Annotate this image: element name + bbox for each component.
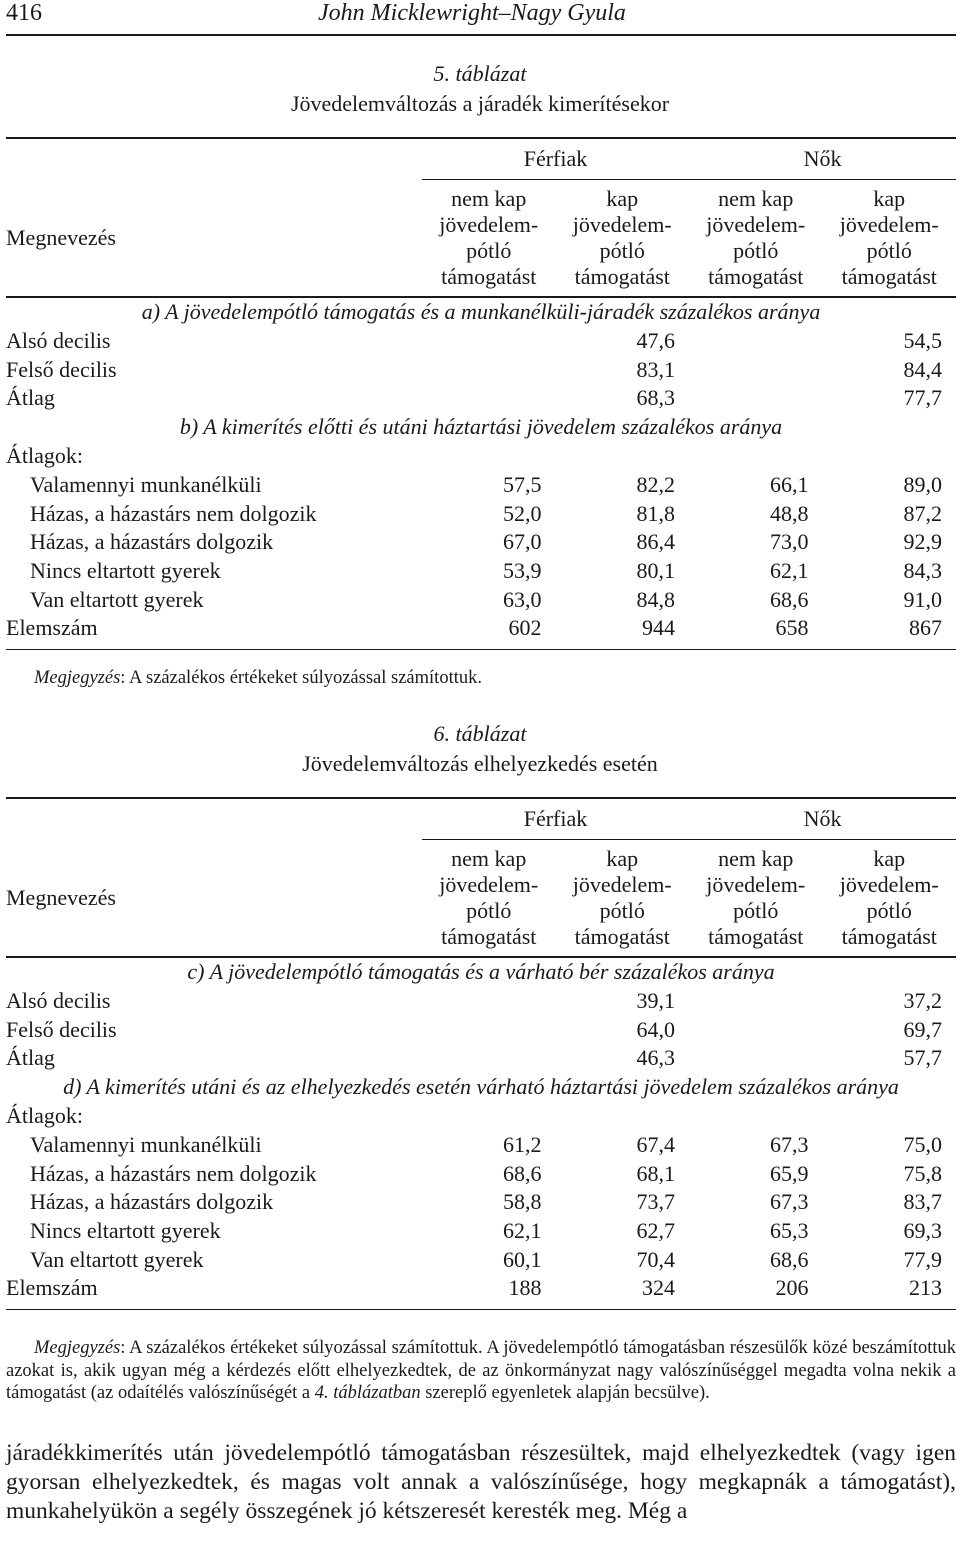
value-cell: 68,6 (770, 1246, 809, 1272)
table-row (6, 1016, 956, 1045)
column-header (422, 840, 556, 958)
column-header-line: támogatást (708, 924, 804, 949)
table-row (6, 1188, 956, 1217)
table-row (6, 1217, 956, 1246)
value-cell: 73,0 (770, 529, 809, 555)
column-header (556, 180, 690, 298)
value-cell: 84,4 (903, 356, 943, 382)
table-head (6, 798, 956, 957)
column-header-line: kap (606, 846, 639, 871)
row-label: Alsó decilis (6, 987, 111, 1013)
group-header: Férfiak (422, 138, 689, 180)
row-header: Megnevezés (6, 840, 422, 958)
table-row (6, 327, 956, 356)
row-label: Felső decilis (6, 356, 117, 382)
value-cell: 602 (422, 615, 556, 650)
value-cell (689, 356, 823, 385)
column-header (422, 180, 556, 298)
row-label: Van eltartott gyerek (30, 586, 204, 612)
column-header-line: jövedelem- (439, 872, 539, 897)
group-header: Nők (689, 138, 956, 180)
row-label: Nincs eltartott gyerek (30, 1218, 221, 1244)
row-label: Átlag (6, 1045, 55, 1071)
value-cell: 92,9 (903, 529, 943, 555)
value-cell: 46,3 (636, 1045, 675, 1071)
value-cell: 81,8 (636, 500, 675, 526)
section-title-row (6, 413, 956, 442)
value-cell (556, 1102, 690, 1131)
note-label: Megjegyzés (34, 1338, 121, 1358)
row-label: Felső decilis (6, 1016, 117, 1042)
row-label: Alsó decilis (6, 327, 111, 353)
value-cell: 67,3 (770, 1189, 809, 1215)
table-body (6, 297, 956, 649)
value-cell (422, 1102, 556, 1131)
column-header (689, 840, 823, 958)
column-header-line: támogatást (841, 264, 937, 289)
column-header-line: jövedelem- (439, 212, 539, 237)
value-cell: 67,3 (770, 1131, 809, 1157)
table-6-note (6, 1337, 956, 1405)
column-header-line: kap (873, 846, 906, 871)
column-header-line: pótló (599, 238, 645, 263)
table-row (6, 500, 956, 529)
table-5-note (34, 666, 482, 690)
value-cell: 206 (689, 1275, 823, 1310)
value-cell: 57,7 (903, 1045, 943, 1071)
row-label: Elemszám (6, 1275, 422, 1310)
value-cell: 63,0 (503, 586, 542, 612)
note-table-reference: 4. táblázatban (314, 1383, 421, 1403)
value-cell: 48,8 (770, 500, 809, 526)
column-header-line: jövedelem- (839, 212, 939, 237)
value-cell: 324 (556, 1275, 690, 1310)
column-header-row (6, 840, 956, 958)
table-6-number: 6. táblázat (433, 721, 527, 746)
value-cell: 658 (689, 615, 823, 650)
value-cell: 80,1 (636, 558, 675, 584)
value-cell (689, 327, 823, 356)
value-cell (422, 327, 556, 356)
table-6 (6, 797, 956, 1310)
table-row (6, 471, 956, 500)
value-cell (422, 356, 556, 385)
section-title: b) A kimerítés előtti és utáni háztartási jövedelem százalékos aránya (179, 414, 783, 440)
value-cell: 83,7 (903, 1189, 943, 1215)
table-row (6, 442, 956, 471)
column-header-line: pótló (733, 898, 779, 923)
value-cell: 77,9 (903, 1246, 943, 1272)
group-header-row (6, 798, 956, 840)
value-cell (689, 1102, 823, 1131)
value-cell: 47,6 (636, 327, 675, 353)
table-row (6, 557, 956, 586)
column-header-line: kap (873, 186, 906, 211)
group-header: Férfiak (422, 798, 689, 840)
table-row (6, 384, 956, 413)
value-cell: 60,1 (503, 1246, 542, 1272)
table-5-title: Jövedelemváltozás a járadék kimerítésekor (290, 91, 670, 116)
column-header-line: jövedelem- (839, 872, 939, 897)
column-header-line: pótló (866, 238, 912, 263)
page-number: 416 (6, 0, 42, 26)
value-cell (689, 442, 823, 471)
value-cell: 65,3 (770, 1218, 809, 1244)
value-cell: 83,1 (636, 356, 675, 382)
column-header-line: nem kap (718, 846, 794, 871)
value-cell: 87,2 (903, 500, 943, 526)
table-row (6, 1044, 956, 1073)
value-cell: 77,7 (903, 385, 943, 411)
value-cell: 867 (823, 615, 957, 650)
value-cell: 64,0 (636, 1016, 675, 1042)
value-cell: 213 (823, 1275, 957, 1310)
table-5 (6, 137, 956, 650)
note-tail: szereplő egyenletek alapján becsülve). (420, 1383, 710, 1403)
table-row (6, 987, 956, 1016)
blank-cell (6, 138, 422, 180)
note-label: Megjegyzés (34, 668, 121, 688)
value-cell (823, 442, 957, 471)
value-cell: 84,8 (636, 586, 675, 612)
value-cell: 75,0 (903, 1131, 943, 1157)
value-cell: 91,0 (903, 586, 943, 612)
value-cell (689, 1016, 823, 1045)
value-cell: 62,7 (636, 1218, 675, 1244)
table-row (6, 615, 956, 650)
table-row (6, 1275, 956, 1310)
row-header: Megnevezés (6, 180, 422, 298)
row-label: Átlagok: (6, 1102, 83, 1128)
value-cell (823, 1102, 957, 1131)
header-rule (6, 34, 956, 36)
value-cell: 66,1 (770, 471, 809, 497)
row-label: Házas, a házastárs dolgozik (30, 529, 274, 555)
column-header-line: pótló (733, 238, 779, 263)
value-cell: 86,4 (636, 529, 675, 555)
section-title-row (6, 1073, 956, 1102)
value-cell: 69,3 (903, 1218, 943, 1244)
value-cell: 68,1 (636, 1160, 675, 1186)
section-title: c) A jövedelempótló támogatás és a várható bér százalékos aránya (187, 959, 775, 984)
column-header (823, 840, 957, 958)
value-cell (422, 1016, 556, 1045)
table-body (6, 957, 956, 1309)
value-cell (556, 442, 690, 471)
row-label: Házas, a házastárs dolgozik (30, 1189, 274, 1215)
value-cell: 65,9 (770, 1160, 809, 1186)
row-label: Átlag (6, 385, 55, 411)
body-paragraph: járadékkimerítés után jövedelempótló támogatásban részesültek, majd elhelyezkedtek (vagy igen gyorsan elhelyezkedtek, és magas volt annak a valószínűsége, hogy megkapnák a támogatást), munkahelyükön a segély összegének jó kétszeresét keresték meg. Még a (6, 1440, 956, 1524)
note-text: : A százalékos értékeket súlyozással számítottuk. A jövedelempótló támogatásban részesülők közé beszámítottuk azokat is, akik ugyan még a kérdezés előtt elhelyezkedtek, de az önkormányzat nagy valószínűséggel megadta volna nekik a támogatást (az odaítélés valószínűségét a (6, 1338, 956, 1403)
table-5-number: 5. táblázat (433, 61, 527, 86)
column-header-line: jövedelem- (706, 872, 806, 897)
value-cell: 58,8 (503, 1189, 542, 1215)
row-label: Átlagok: (6, 442, 83, 468)
value-cell: 61,2 (503, 1131, 542, 1157)
column-header-line: támogatást (441, 924, 537, 949)
value-cell: 84,3 (903, 558, 943, 584)
column-header-line: támogatást (574, 264, 670, 289)
section-title: a) A jövedelempótló támogatás és a munkanélküli-járadék százalékos aránya (141, 299, 821, 324)
value-cell (689, 987, 823, 1016)
value-cell: 73,7 (636, 1189, 675, 1215)
value-cell: 188 (422, 1275, 556, 1310)
row-label: Nincs eltartott gyerek (30, 558, 221, 584)
value-cell: 52,0 (503, 500, 542, 526)
table-row (6, 1246, 956, 1275)
value-cell: 67,4 (636, 1131, 675, 1157)
value-cell: 68,3 (636, 385, 675, 411)
table-row (6, 528, 956, 557)
column-header-line: támogatást (441, 264, 537, 289)
row-label: Házas, a házastárs nem dolgozik (30, 500, 317, 526)
value-cell: 944 (556, 615, 690, 650)
value-cell (422, 442, 556, 471)
value-cell (422, 1044, 556, 1073)
value-cell: 89,0 (903, 471, 943, 497)
value-cell (422, 987, 556, 1016)
running-header (6, 0, 956, 30)
value-cell: 57,5 (503, 471, 542, 497)
value-cell (689, 384, 823, 413)
row-label: Van eltartott gyerek (30, 1246, 204, 1272)
column-header-line: támogatást (708, 264, 804, 289)
note-text: : A százalékos értékeket súlyozással számítottuk. (120, 668, 482, 688)
table-6-title: Jövedelemváltozás elhelyezkedés esetén (302, 751, 658, 776)
column-header (556, 840, 690, 958)
group-header-row (6, 138, 956, 180)
table-6-caption (0, 720, 960, 780)
value-cell: 54,5 (903, 327, 943, 353)
value-cell: 67,0 (503, 529, 542, 555)
table-row (6, 586, 956, 615)
value-cell: 68,6 (503, 1160, 542, 1186)
row-label: Valamennyi munkanélküli (30, 1131, 262, 1157)
table-row (6, 1102, 956, 1131)
blank-cell (6, 798, 422, 840)
column-header-line: nem kap (451, 846, 527, 871)
value-cell: 53,9 (503, 558, 542, 584)
value-cell: 69,7 (903, 1016, 943, 1042)
value-cell: 37,2 (903, 987, 943, 1013)
column-header (823, 180, 957, 298)
value-cell: 75,8 (903, 1160, 943, 1186)
section-title-row (6, 957, 956, 987)
value-cell (689, 1044, 823, 1073)
table-5-caption (0, 60, 960, 120)
value-cell: 70,4 (636, 1246, 675, 1272)
group-header: Nők (689, 798, 956, 840)
running-title: John Micklewright–Nagy Gyula (318, 0, 626, 26)
column-header-line: támogatást (841, 924, 937, 949)
value-cell: 62,1 (770, 558, 809, 584)
column-header-line: jövedelem- (572, 872, 672, 897)
value-cell: 39,1 (636, 987, 675, 1013)
row-label: Valamennyi munkanélküli (30, 471, 262, 497)
table-row (6, 1131, 956, 1160)
table-row (6, 356, 956, 385)
column-header (689, 180, 823, 298)
row-label: Házas, a házastárs nem dolgozik (30, 1160, 317, 1186)
column-header-line: pótló (866, 898, 912, 923)
column-header-line: pótló (599, 898, 645, 923)
column-header-line: jövedelem- (706, 212, 806, 237)
column-header-line: pótló (466, 238, 512, 263)
table-row (6, 1160, 956, 1189)
section-title: d) A kimerítés utáni és az elhelyezkedés esetén várható háztartási jövedelem százalékos aránya (63, 1074, 899, 1100)
column-header-line: pótló (466, 898, 512, 923)
value-cell: 62,1 (503, 1218, 542, 1244)
table-head (6, 138, 956, 297)
column-header-row (6, 180, 956, 298)
section-title-row (6, 297, 956, 327)
column-header-line: jövedelem- (572, 212, 672, 237)
column-header-line: támogatást (574, 924, 670, 949)
value-cell: 82,2 (636, 471, 675, 497)
column-header-line: nem kap (718, 186, 794, 211)
column-header-line: kap (606, 186, 639, 211)
row-label: Elemszám (6, 615, 422, 650)
column-header-line: nem kap (451, 186, 527, 211)
value-cell (422, 384, 556, 413)
value-cell: 68,6 (770, 586, 809, 612)
